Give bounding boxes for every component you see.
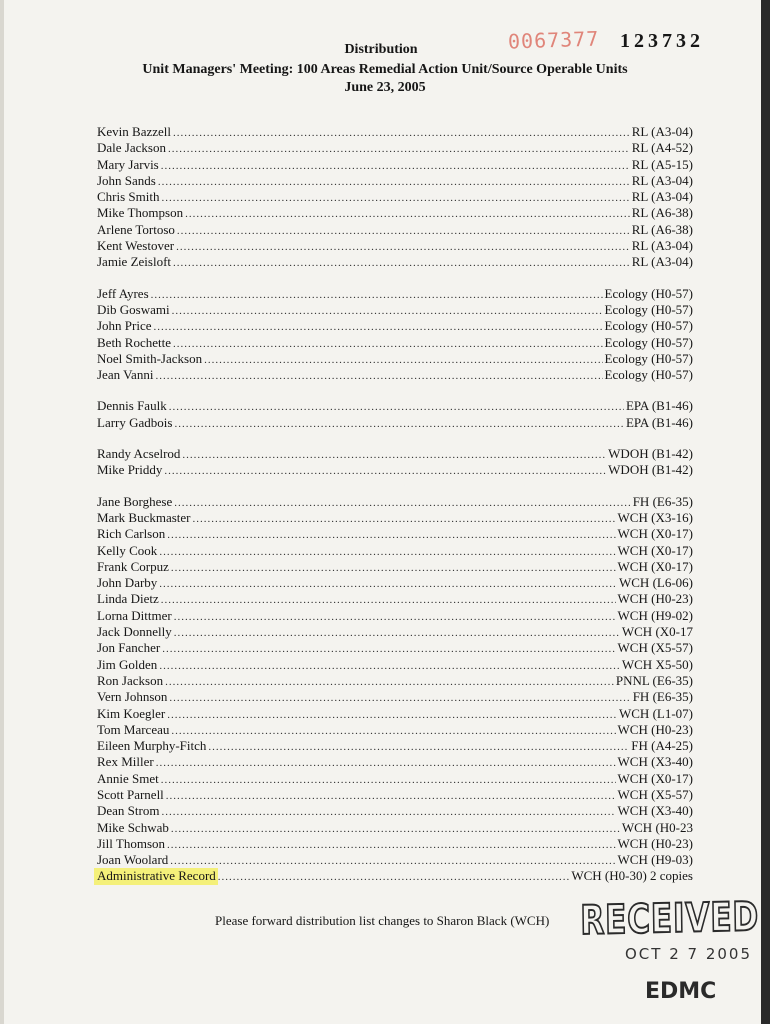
recipient-name: John Price: [97, 318, 152, 334]
recipient-row: [97, 510, 693, 526]
dot-leader: [185, 206, 630, 222]
stamp-number: 0067377: [507, 26, 600, 54]
dot-leader: [167, 527, 615, 543]
recipient-name: Jean Vanni: [97, 367, 154, 383]
dot-leader: [166, 788, 616, 804]
recipient-name: Lorna Dittmer: [97, 607, 172, 623]
recipient-name: Linda Dietz: [97, 591, 159, 607]
recipient-row: [97, 446, 693, 462]
recipient-name: Frank Corpuz: [97, 558, 169, 574]
recipient-group: [97, 286, 693, 384]
recipient-location: WCH (L1-07): [618, 705, 693, 721]
recipient-row: [97, 462, 693, 478]
recipient-location: WCH (X3-40): [617, 754, 693, 770]
recipient-row: [97, 140, 693, 156]
footer-note: Please forward distribution list changes to Sharon Black (WCH): [215, 913, 550, 928]
recipient-row: [97, 852, 693, 868]
recipient-row: [97, 398, 693, 414]
recipient-location: WCH (H0-23): [617, 835, 693, 851]
dot-leader: [162, 641, 615, 657]
document-number: 123732: [620, 30, 704, 52]
recipient-location: RL (A5-15): [631, 156, 693, 172]
recipient-location: RL (A3-04): [631, 124, 693, 139]
recipient-location: WCH (X5-57): [617, 640, 693, 656]
recipient-row: [97, 673, 693, 689]
recipient-name: John Darby: [97, 575, 158, 591]
recipient-name: Jeff Ayres: [97, 285, 149, 301]
recipient-group: [97, 398, 693, 431]
recipient-row: [97, 526, 693, 542]
dot-leader: [164, 463, 606, 479]
recipient-location: WCH (H9-02): [617, 607, 693, 623]
dot-leader: [161, 592, 616, 608]
recipient-location: WCH (H0-30) 2 copies: [571, 868, 693, 884]
dot-leader: [208, 739, 629, 755]
recipient-location: RL (A6-38): [631, 221, 693, 237]
dot-leader: [174, 416, 623, 432]
recipient-row: [97, 706, 693, 722]
recipient-location: WCH (X0-17): [617, 770, 693, 786]
dot-leader: [162, 190, 630, 206]
recipient-name: Mary Jarvis: [97, 156, 159, 172]
recipient-location: WCH (X5-57): [617, 786, 693, 802]
dot-leader: [172, 303, 603, 319]
recipient-name: Annie Smet: [97, 770, 159, 786]
recipient-name: Rich Carlson: [97, 526, 166, 542]
recipient-name: Randy Acselrod: [97, 446, 181, 462]
recipient-name: Vern Johnson: [97, 689, 168, 705]
recipient-location: PNNL (E6-35): [615, 672, 693, 688]
recipient-location: WDOH (B1-42): [608, 446, 693, 462]
recipient-name: Kelly Cook: [97, 542, 158, 558]
dot-leader: [151, 287, 603, 303]
recipient-row: [97, 868, 693, 884]
recipient-location: EPA (B1-46): [625, 398, 693, 414]
recipient-location: RL (A3-04): [631, 238, 693, 254]
recipient-row: [97, 591, 693, 607]
recipient-name: Joan Woolard: [97, 852, 169, 868]
recipient-row: [97, 254, 693, 270]
recipient-location: WDOH (B1-42): [608, 462, 693, 478]
dot-leader: [173, 336, 603, 352]
dot-leader: [174, 625, 620, 641]
dot-leader: [204, 352, 602, 368]
recipient-location: WCH X5-50): [621, 656, 693, 672]
dot-leader: [161, 158, 630, 174]
recipient-name: Chris Smith: [97, 189, 160, 205]
page-title: Distribution: [344, 42, 418, 57]
recipient-row: [97, 543, 693, 559]
recipient-location: Ecology (H0-57): [604, 350, 693, 366]
dot-leader: [169, 399, 624, 415]
recipient-name: Rex Miller: [97, 754, 154, 770]
recipient-name: Kevin Bazzell: [97, 124, 171, 139]
recipient-name: Larry Gadbois: [97, 414, 173, 430]
recipient-name: Mark Buckmaster: [97, 509, 191, 525]
recipient-row: [97, 689, 693, 705]
dot-leader: [176, 239, 630, 255]
recipient-row: [97, 640, 693, 656]
dot-leader: [155, 368, 602, 384]
recipient-row: [97, 318, 693, 334]
recipient-row: [97, 238, 693, 254]
received-org: EDMC: [645, 979, 717, 1004]
recipient-name: Administrative Record: [94, 868, 218, 884]
recipient-location: Ecology (H0-57): [604, 318, 693, 334]
recipient-row: [97, 367, 693, 383]
recipient-row: [97, 820, 693, 836]
recipient-row: [97, 722, 693, 738]
recipient-location: WCH (L6-06): [618, 575, 693, 591]
recipient-row: [97, 173, 693, 189]
recipient-row: [97, 351, 693, 367]
recipient-location: RL (A3-04): [631, 254, 693, 270]
recipient-location: RL (A3-04): [631, 189, 693, 205]
recipient-name: Beth Rochette: [97, 334, 172, 350]
recipient-name: Arlene Tortoso: [97, 221, 175, 237]
recipient-row: [97, 559, 693, 575]
recipient-location: RL (A4-52): [631, 140, 693, 156]
recipient-name: Noel Smith-Jackson: [97, 350, 203, 366]
recipient-row: [97, 771, 693, 787]
meeting-date: June 23, 2005: [344, 80, 426, 95]
recipient-row: [97, 608, 693, 624]
recipient-name: Eileen Murphy-Fitch: [97, 738, 207, 754]
dot-leader: [169, 690, 630, 706]
recipient-row: [97, 624, 693, 640]
dot-leader: [158, 174, 630, 190]
recipient-location: FH (E6-35): [632, 493, 693, 509]
recipient-location: WCH (X0-17): [617, 558, 693, 574]
dot-leader: [156, 755, 616, 771]
recipient-name: Scott Parnell: [97, 786, 164, 802]
dot-leader: [173, 255, 630, 271]
recipient-row: [97, 302, 693, 318]
dot-leader: [173, 125, 630, 141]
dot-leader: [177, 223, 630, 239]
recipient-row: [97, 803, 693, 819]
dot-leader: [171, 821, 620, 837]
recipient-name: Mike Thompson: [97, 205, 184, 221]
scan-left-edge: [0, 0, 4, 1024]
recipient-row: [97, 415, 693, 431]
recipient-name: Dale Jackson: [97, 140, 166, 156]
recipient-group: [97, 124, 693, 271]
recipient-row: [97, 836, 693, 852]
recipient-row: [97, 189, 693, 205]
recipient-row: [97, 575, 693, 591]
recipient-name: Jim Golden: [97, 656, 158, 672]
recipient-location: Ecology (H0-57): [604, 334, 693, 350]
recipient-location: WCH (H0-23): [617, 721, 693, 737]
recipient-location: WCH (X0-17): [617, 526, 693, 542]
dot-leader: [174, 495, 630, 511]
page-subtitle: Unit Managers' Meeting: 100 Areas Remedial Action Unit/Source Operable Units: [142, 62, 628, 77]
dot-leader: [182, 447, 606, 463]
recipient-row: [97, 787, 693, 803]
scan-right-edge: [761, 0, 770, 1024]
dot-leader: [174, 609, 616, 625]
distribution-list: [97, 124, 693, 900]
dot-leader: [168, 141, 630, 157]
recipient-name: Dennis Faulk: [97, 398, 167, 414]
dot-leader: [170, 853, 615, 869]
recipient-row: [97, 124, 693, 140]
recipient-row: [97, 335, 693, 351]
recipient-group: [97, 446, 693, 479]
recipient-name: Jack Donnelly: [97, 624, 172, 640]
dot-leader: [165, 674, 614, 690]
recipient-location: RL (A6-38): [631, 205, 693, 221]
recipient-location: Ecology (H0-57): [604, 367, 693, 383]
recipient-location: Ecology (H0-57): [604, 301, 693, 317]
recipient-name: Kim Koegler: [97, 705, 166, 721]
recipient-location: WCH (X3-16): [617, 509, 693, 525]
recipient-row: [97, 286, 693, 302]
recipient-row: [97, 754, 693, 770]
recipient-name: Dean Strom: [97, 803, 160, 819]
dot-leader: [171, 723, 615, 739]
dot-leader: [159, 544, 615, 560]
dot-leader: [154, 319, 603, 335]
recipient-row: [97, 738, 693, 754]
received-date: OCT 2 7 2005: [625, 945, 753, 963]
dot-leader: [193, 511, 616, 527]
recipient-name: Dib Goswami: [97, 301, 170, 317]
dot-leader: [171, 560, 616, 576]
recipient-name: Tom Marceau: [97, 721, 170, 737]
recipient-location: WCH (H0-23: [621, 819, 693, 835]
recipient-name: Jane Borghese: [97, 493, 173, 509]
recipient-location: RL (A3-04): [631, 172, 693, 188]
dot-leader: [167, 707, 617, 723]
recipient-row: [97, 222, 693, 238]
recipient-row: [97, 657, 693, 673]
recipient-location: WCH (X0-17): [617, 542, 693, 558]
dot-leader: [159, 658, 620, 674]
received-stamp: RECEIVED: [580, 894, 760, 944]
recipient-name: Jill Thomson: [97, 835, 166, 851]
dot-leader: [161, 772, 616, 788]
recipient-name: Mike Priddy: [97, 462, 163, 478]
recipient-location: WCH (H0-23): [617, 591, 693, 607]
recipient-name: Mike Schwab: [97, 819, 169, 835]
recipient-row: [97, 157, 693, 173]
recipient-location: WCH (X3-40): [617, 803, 693, 819]
dot-leader: [159, 576, 617, 592]
recipient-name: Ron Jackson: [97, 672, 164, 688]
recipient-row: [97, 205, 693, 221]
dot-leader: [167, 837, 616, 853]
recipient-location: EPA (B1-46): [625, 414, 693, 430]
recipient-location: FH (E6-35): [632, 689, 693, 705]
recipient-name: Jamie Zeisloft: [97, 254, 172, 270]
recipient-location: WCH (H9-03): [617, 852, 693, 868]
recipient-name: John Sands: [97, 172, 156, 188]
recipient-name: Jon Fancher: [97, 640, 161, 656]
recipient-location: FH (A4-25): [631, 738, 693, 754]
recipient-location: Ecology (H0-57): [604, 285, 693, 301]
recipient-group: [97, 494, 693, 885]
recipient-name: Kent Westover: [97, 238, 175, 254]
recipient-row: [97, 494, 693, 510]
dot-leader: [218, 869, 570, 885]
dot-leader: [161, 804, 615, 820]
recipient-location: WCH (X0-17: [621, 624, 693, 640]
